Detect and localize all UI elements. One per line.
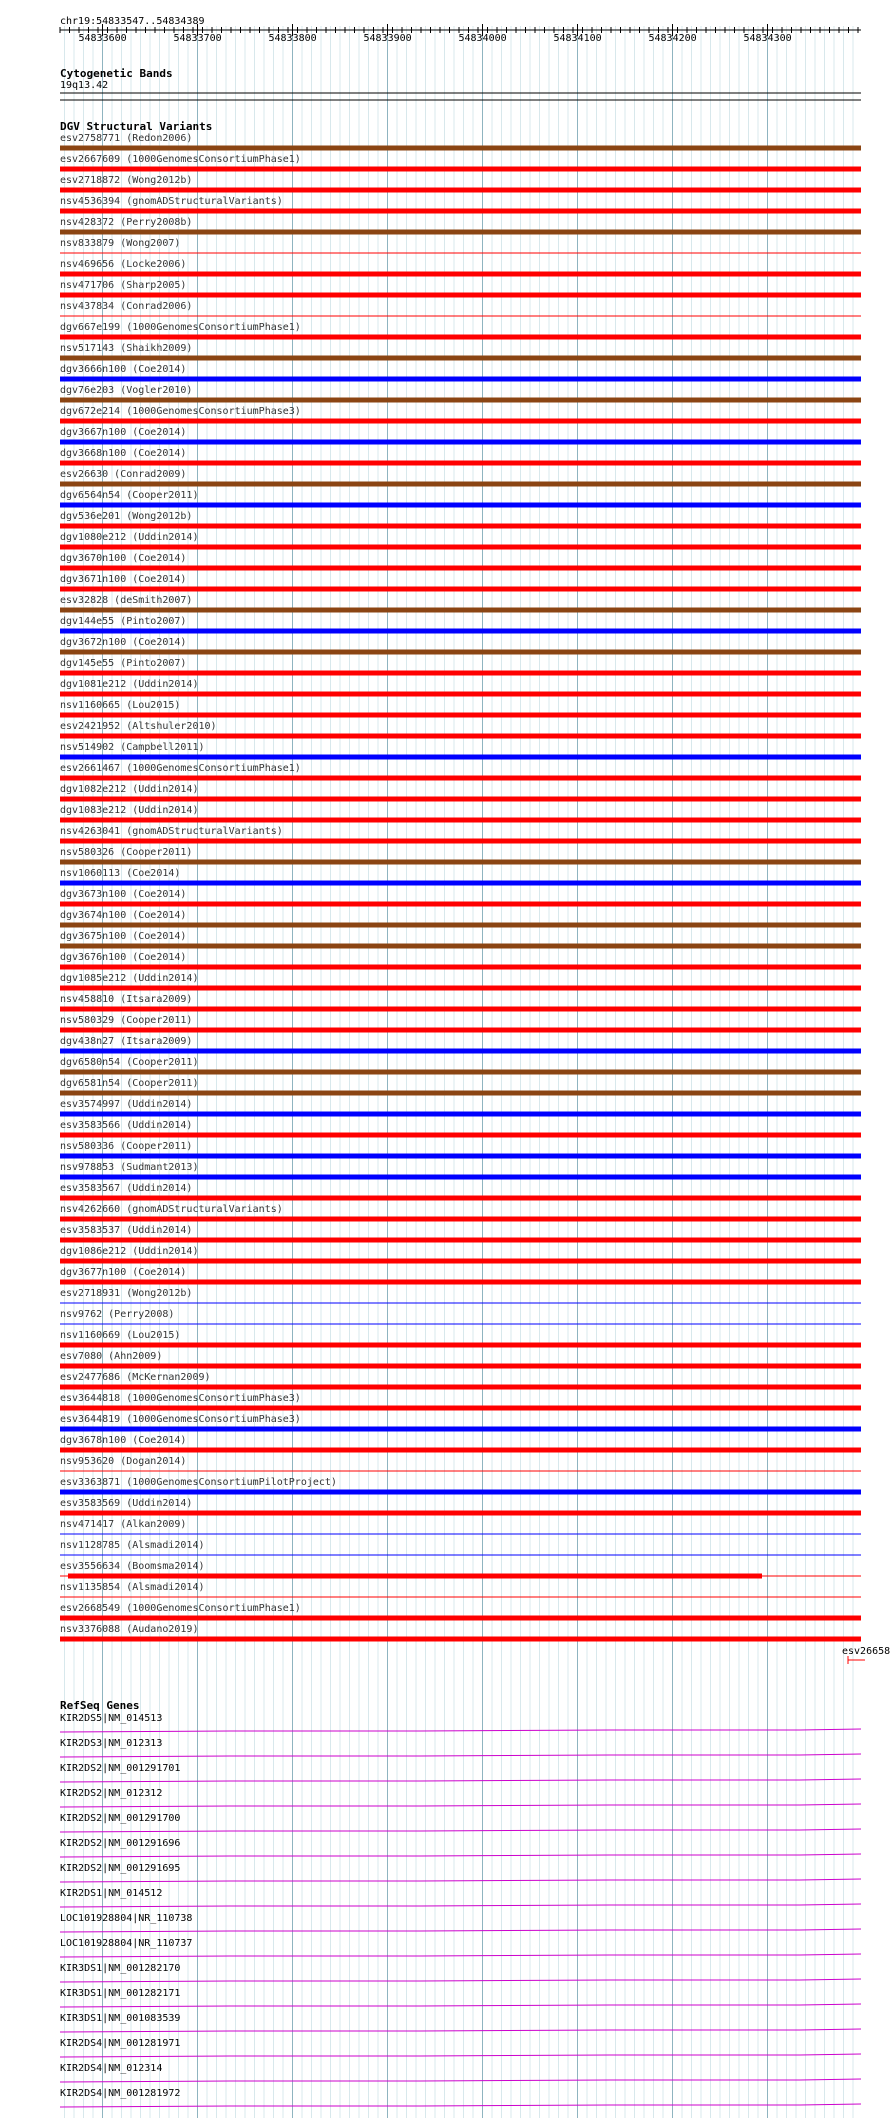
ruler-tick-label: 54833800: [268, 33, 317, 44]
cyto-band-label: 19q13.42: [60, 80, 109, 91]
refseq-gene-label[interactable]: KIR2DS2|NM_012312: [60, 1788, 163, 1799]
dgv-feature-label[interactable]: esv7080 (Ahn2009): [60, 1351, 163, 1362]
ruler-tick-label: 54833600: [78, 33, 127, 44]
dgv-feature-label[interactable]: dgv672e214 (1000GenomesConsortiumPhase3): [60, 406, 301, 417]
ruler-tick-label: 54834300: [743, 33, 792, 44]
refseq-gene-line: [800, 1954, 861, 1955]
refseq-gene-line: [420, 1880, 610, 1881]
dgv-feature-label[interactable]: dgv3673n100 (Coe2014): [60, 889, 187, 900]
refseq-gene-line: [420, 1905, 610, 1906]
refseq-gene-line: [420, 1780, 610, 1781]
refseq-gene-label[interactable]: KIR2DS3|NM_012313: [60, 1738, 163, 1749]
refseq-gene-line: [420, 1980, 610, 1981]
dgv-feature-label[interactable]: dgv3671n100 (Coe2014): [60, 574, 187, 585]
refseq-gene-label[interactable]: KIR2DS4|NM_012314: [60, 2063, 163, 2074]
ruler-tick-label: 54833700: [173, 33, 222, 44]
dgv-feature-label[interactable]: esv2421952 (Altshuler2010): [60, 721, 217, 732]
refseq-gene-label[interactable]: KIR2DS1|NM_014512: [60, 1888, 163, 1899]
dgv-feature-label[interactable]: esv3574997 (Uddin2014): [60, 1099, 193, 1110]
refseq-gene-line: [420, 2055, 610, 2056]
refseq-gene-line: [420, 2030, 610, 2031]
dgv-feature-label[interactable]: dgv144e55 (Pinto2007): [60, 616, 187, 627]
refseq-gene-line: [60, 1756, 230, 1757]
dgv-feature-label[interactable]: nsv9762 (Perry2008): [60, 1309, 175, 1320]
dgv-feature-label[interactable]: esv3363871 (1000GenomesConsortiumPilotProject): [60, 1477, 337, 1488]
refseq-gene-line: [800, 1779, 861, 1780]
refseq-gene-line: [420, 2005, 610, 2006]
dgv-feature-label[interactable]: nsv1128785 (Alsmadi2014): [60, 1540, 205, 1551]
refseq-gene-label[interactable]: KIR2DS2|NM_001291701: [60, 1763, 181, 1774]
position-label: chr19:54833547..54834389: [60, 16, 205, 27]
dgv-feature-label[interactable]: nsv580329 (Cooper2011): [60, 1015, 193, 1026]
dgv-feature-label[interactable]: dgv76e203 (Vogler2010): [60, 385, 193, 396]
dgv-feature-label[interactable]: dgv3678n100 (Coe2014): [60, 1435, 187, 1446]
dgv-feature-label[interactable]: nsv1160669 (Lou2015): [60, 1330, 181, 1341]
refseq-gene-line: [60, 2056, 230, 2057]
refseq-gene-label[interactable]: LOC101928804|NR_110737: [60, 1938, 193, 1949]
dgv-feature-label[interactable]: dgv3676n100 (Coe2014): [60, 952, 187, 963]
dgv-overflow-label: esv26658: [842, 1646, 890, 1657]
dgv-feature-label[interactable]: esv2668549 (1000GenomesConsortiumPhase1): [60, 1603, 301, 1614]
refseq-gene-line: [420, 2080, 610, 2081]
dgv-feature-label[interactable]: dgv3668n100 (Coe2014): [60, 448, 187, 459]
dgv-feature-label[interactable]: nsv428372 (Perry2008b): [60, 217, 193, 228]
refseq-gene-line: [60, 1931, 230, 1932]
refseq-gene-line: [800, 1829, 861, 1830]
dgv-feature-label[interactable]: nsv978853 (Sudmant2013): [60, 1162, 199, 1173]
refseq-gene-line: [60, 2106, 230, 2107]
refseq-gene-line: [800, 1904, 861, 1905]
dgv-feature-label[interactable]: esv2667609 (1000GenomesConsortiumPhase1): [60, 154, 301, 165]
refseq-gene-line: [800, 2079, 861, 2080]
ruler-tick-label: 54833900: [363, 33, 412, 44]
ruler-tick-label: 54834000: [458, 33, 507, 44]
dgv-feature-label[interactable]: nsv4536394 (gnomADStructuralVariants): [60, 196, 283, 207]
refseq-gene-line: [800, 1879, 861, 1880]
refseq-track-title: RefSeq Genes: [60, 1699, 140, 1712]
refseq-gene-line: [420, 1855, 610, 1856]
dgv-feature-label[interactable]: dgv667e199 (1000GenomesConsortiumPhase1): [60, 322, 301, 333]
dgv-feature-label[interactable]: esv3644819 (1000GenomesConsortiumPhase3): [60, 1414, 301, 1425]
dgv-feature-label[interactable]: dgv1081e212 (Uddin2014): [60, 679, 199, 690]
refseq-gene-line: [800, 2029, 861, 2030]
refseq-gene-line: [60, 1731, 230, 1732]
refseq-gene-line: [800, 1979, 861, 1980]
refseq-gene-line: [60, 1781, 230, 1782]
dgv-feature-label[interactable]: nsv1060113 (Coe2014): [60, 868, 181, 879]
dgv-feature-label[interactable]: dgv6581n54 (Cooper2011): [60, 1078, 199, 1089]
ruler-tick-label: 54834200: [648, 33, 697, 44]
refseq-gene-line: [800, 1929, 861, 1930]
refseq-gene-line: [800, 1804, 861, 1805]
dgv-feature-label[interactable]: dgv438n27 (Itsara2009): [60, 1036, 193, 1047]
refseq-gene-line: [60, 1856, 230, 1857]
refseq-gene-line: [800, 1754, 861, 1755]
refseq-gene-label[interactable]: KIR2DS5|NM_014513: [60, 1713, 163, 1724]
refseq-gene-line: [60, 2081, 230, 2082]
dgv-feature-label[interactable]: nsv469656 (Locke2006): [60, 259, 187, 270]
dgv-feature-label[interactable]: nsv1160665 (Lou2015): [60, 700, 181, 711]
cyto-track-title: Cytogenetic Bands: [60, 67, 173, 80]
dgv-feature-label[interactable]: esv3556634 (Boomsma2014): [60, 1561, 205, 1572]
dgv-feature-label[interactable]: esv3583567 (Uddin2014): [60, 1183, 193, 1194]
refseq-gene-line: [60, 2006, 230, 2007]
dgv-feature-label[interactable]: esv2718872 (Wong2012b): [60, 175, 193, 186]
refseq-gene-label[interactable]: KIR2DS2|NM_001291700: [60, 1813, 181, 1824]
refseq-gene-line: [800, 1854, 861, 1855]
dgv-feature-label[interactable]: esv2718931 (Wong2012b): [60, 1288, 193, 1299]
refseq-gene-label[interactable]: KIR3DS1|NM_001282170: [60, 1963, 181, 1974]
dgv-feature-label[interactable]: dgv1085e212 (Uddin2014): [60, 973, 199, 984]
dgv-feature-label[interactable]: dgv3674n100 (Coe2014): [60, 910, 187, 921]
refseq-gene-line: [800, 1729, 861, 1730]
ruler-tick-label: 54834100: [553, 33, 602, 44]
dgv-feature-label[interactable]: nsv3376088 (Audano2019): [60, 1624, 199, 1635]
refseq-gene-label[interactable]: KIR2DS2|NM_001291696: [60, 1838, 181, 1849]
dgv-feature-label[interactable]: dgv536e201 (Wong2012b): [60, 511, 193, 522]
dgv-feature-label[interactable]: esv3583537 (Uddin2014): [60, 1225, 193, 1236]
dgv-feature-label[interactable]: esv3583569 (Uddin2014): [60, 1498, 193, 1509]
dgv-feature-label[interactable]: dgv3677n100 (Coe2014): [60, 1267, 187, 1278]
refseq-gene-line: [420, 2105, 610, 2106]
refseq-gene-line: [60, 2031, 230, 2032]
dgv-feature-label[interactable]: esv2661467 (1000GenomesConsortiumPhase1): [60, 763, 301, 774]
dgv-feature-label[interactable]: nsv1135854 (Alsmadi2014): [60, 1582, 205, 1593]
dgv-feature-label[interactable]: nsv458810 (Itsara2009): [60, 994, 193, 1005]
dgv-track-title: DGV Structural Variants: [60, 120, 213, 133]
dgv-feature-label[interactable]: nsv4262660 (gnomADStructuralVariants): [60, 1204, 283, 1215]
refseq-gene-line: [60, 1956, 230, 1957]
dgv-feature-label[interactable]: nsv517143 (Shaikh2009): [60, 343, 193, 354]
dgv-feature-label[interactable]: dgv1082e212 (Uddin2014): [60, 784, 199, 795]
refseq-gene-line: [420, 1730, 610, 1731]
dgv-feature-label[interactable]: dgv145e55 (Pinto2007): [60, 658, 187, 669]
dgv-feature-label[interactable]: dgv6580n54 (Cooper2011): [60, 1057, 199, 1068]
dgv-feature-label[interactable]: esv3583566 (Uddin2014): [60, 1120, 193, 1131]
dgv-feature-label[interactable]: nsv4263041 (gnomADStructuralVariants): [60, 826, 283, 837]
refseq-gene-line: [60, 1831, 230, 1832]
refseq-gene-line: [60, 1881, 230, 1882]
refseq-gene-line: [420, 1805, 610, 1806]
refseq-gene-line: [800, 2054, 861, 2055]
dgv-feature-label[interactable]: nsv471706 (Sharp2005): [60, 280, 187, 291]
dgv-feature-label[interactable]: nsv514902 (Campbell2011): [60, 742, 205, 753]
refseq-gene-label[interactable]: LOC101928804|NR_110738: [60, 1913, 193, 1924]
dgv-feature-label[interactable]: dgv1086e212 (Uddin2014): [60, 1246, 199, 1257]
refseq-gene-label[interactable]: KIR2DS2|NM_001291695: [60, 1863, 181, 1874]
refseq-gene-line: [420, 1955, 610, 1956]
dgv-feature-label[interactable]: nsv833879 (Wong2007): [60, 238, 181, 249]
dgv-feature-label[interactable]: dgv6564n54 (Cooper2011): [60, 490, 199, 501]
refseq-gene-line: [800, 2004, 861, 2005]
dgv-feature-label[interactable]: esv2758771 (Redon2006): [60, 133, 193, 144]
refseq-gene-label[interactable]: KIR2DS4|NM_001281972: [60, 2088, 181, 2099]
dgv-feature-label[interactable]: dgv1080e212 (Uddin2014): [60, 532, 199, 543]
refseq-gene-line: [60, 1906, 230, 1907]
dgv-feature-label[interactable]: esv2477686 (McKernan2009): [60, 1372, 211, 1383]
refseq-gene-label[interactable]: KIR3DS1|NM_001083539: [60, 2013, 181, 2024]
dgv-feature-label[interactable]: nsv580326 (Cooper2011): [60, 847, 193, 858]
dgv-feature-label[interactable]: esv3644818 (1000GenomesConsortiumPhase3): [60, 1393, 301, 1404]
dgv-feature-label[interactable]: dgv3675n100 (Coe2014): [60, 931, 187, 942]
refseq-gene-line: [420, 1755, 610, 1756]
refseq-gene-label[interactable]: KIR3DS1|NM_001282171: [60, 1988, 181, 1999]
refseq-gene-line: [420, 1830, 610, 1831]
dgv-feature-label[interactable]: nsv580336 (Cooper2011): [60, 1141, 193, 1152]
dgv-feature-label[interactable]: nsv437834 (Conrad2006): [60, 301, 193, 312]
refseq-gene-line: [60, 1981, 230, 1982]
dgv-feature-label[interactable]: nsv471417 (Alkan2009): [60, 1519, 187, 1530]
dgv-feature-label[interactable]: dgv3666n100 (Coe2014): [60, 364, 187, 375]
dgv-feature-label[interactable]: dgv1083e212 (Uddin2014): [60, 805, 199, 816]
refseq-gene-line: [60, 1806, 230, 1807]
dgv-feature-label[interactable]: dgv3667n100 (Coe2014): [60, 427, 187, 438]
dgv-feature-label[interactable]: dgv3672n100 (Coe2014): [60, 637, 187, 648]
dgv-feature-label[interactable]: esv32828 (deSmith2007): [60, 595, 193, 606]
refseq-gene-line: [420, 1930, 610, 1931]
refseq-gene-label[interactable]: KIR2DS4|NM_001281971: [60, 2038, 181, 2049]
dgv-feature-label[interactable]: esv26630 (Conrad2009): [60, 469, 187, 480]
dgv-feature-label[interactable]: nsv953620 (Dogan2014): [60, 1456, 187, 1467]
refseq-gene-line: [800, 2104, 861, 2105]
dgv-feature-label[interactable]: dgv3670n100 (Coe2014): [60, 553, 187, 564]
